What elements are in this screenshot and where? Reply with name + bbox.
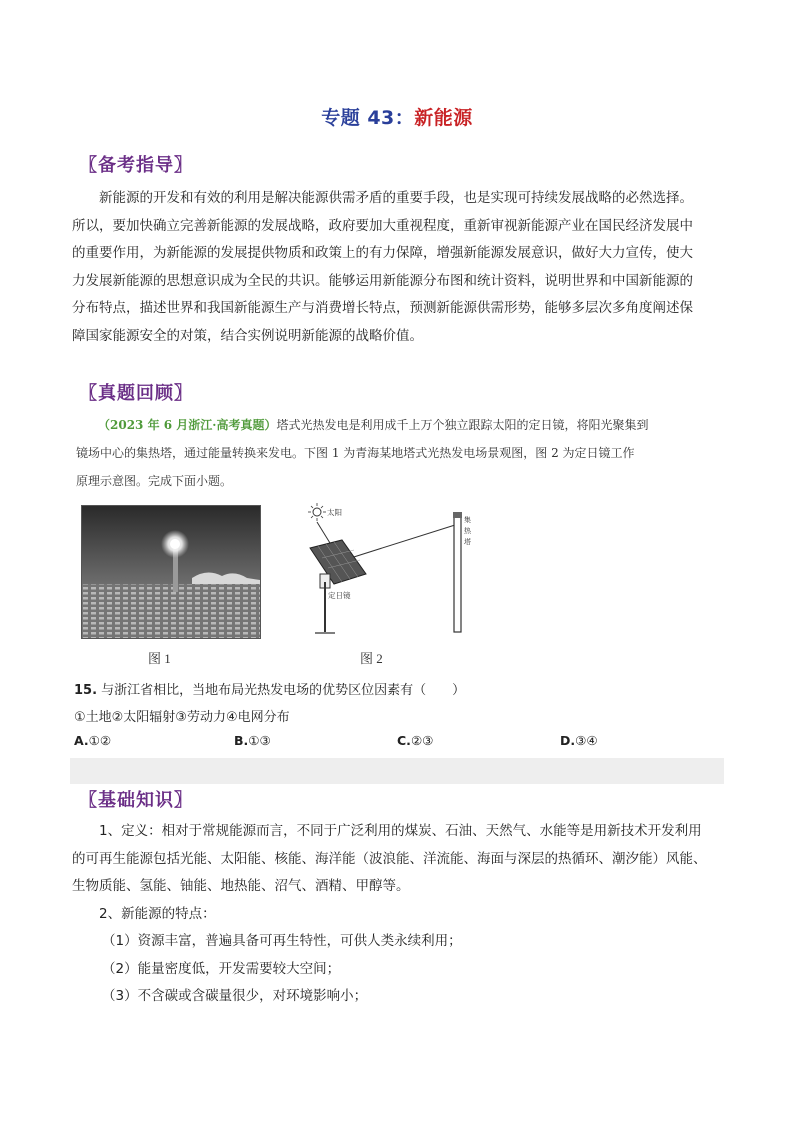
question-source: （2023 年 6 月浙江·高考真题）	[98, 418, 277, 432]
question-intro: （2023 年 6 月浙江·高考真题）塔式光热发电是利用成千上万个独立跟踪太阳的定日镜，将阳光聚集到 镜场中心的集热塔，通过能量转换来发电。下图 1 为青海某地塔式光热发电场景观图，图 2 为定日镜工作 原理示意图。完成下面小题。	[76, 418, 649, 488]
guide-line: 力发展新能源的思想意识成为全民的共识。能够运用新能源分布图和统计资料，说明世界和中国新能源的	[72, 272, 693, 289]
title-topic: 专题 43：	[321, 107, 415, 129]
option-d[interactable]: D.③④	[560, 733, 598, 748]
section-heading-basics: 〖基础知识〗	[79, 790, 193, 811]
svg-text:塔: 塔	[464, 538, 471, 546]
figure-1-label: 图 1	[148, 651, 171, 666]
figure-2-diagram	[300, 500, 490, 640]
svg-text:集: 集	[464, 516, 471, 524]
page-title	[0, 103, 794, 130]
basics-line: （1）资源丰富，普遍具备可再生特性，可供人类永续利用；	[102, 933, 462, 949]
basics-line: 1、定义：相对于常规能源而言，不同于广泛利用的煤炭、石油、天然气、水能等是用新技术开发利用	[99, 823, 702, 839]
basics-line: 2、新能源的特点：	[99, 905, 216, 922]
basics-paragraph	[72, 818, 732, 1011]
heliostat-diagram-image	[300, 500, 490, 640]
svg-text:太阳: 太阳	[327, 508, 342, 517]
question-factors: ①土地②太阳辐射③劳动力④电网分布	[74, 710, 290, 725]
answer-area-bar	[70, 758, 724, 784]
question-stem: 15. 与浙江省相比，当地布局光热发电场的优势区位因素有（ ）	[74, 683, 466, 698]
basics-line: 生物质能、氢能、铀能、地热能、沼气、酒精、甲醇等。	[72, 878, 410, 894]
basics-line: （2）能量密度低，开发需要较大空间；	[102, 960, 341, 977]
option-c[interactable]: C.②③	[397, 733, 434, 748]
title-subject: 新能源	[414, 107, 473, 129]
svg-text:热: 热	[464, 527, 471, 535]
option-b[interactable]: B.①③	[234, 733, 271, 748]
option-a[interactable]: A.①②	[74, 733, 112, 748]
guide-line: 分布特点，描述世界和我国新能源生产与消费增长特点，预测新能源供需形势，能够多层次多角度阐述保	[72, 300, 693, 316]
guide-line: 障国家能源安全的对策，结合实例说明新能源的战略价值。	[72, 327, 423, 344]
section-heading-past-exam: 〖真题回顾〗	[79, 383, 193, 404]
solar-tower-photo-image	[82, 506, 260, 638]
figure-2-label: 图 2	[360, 651, 383, 666]
guide-line: 新能源的开发和有效的利用是解决能源供需矛盾的重要手段，也是实现可持续发展战略的必然选择。	[99, 190, 693, 206]
svg-text:定日镜: 定日镜	[328, 591, 351, 600]
section-heading-guide: 〖备考指导〗	[79, 155, 193, 176]
guide-line: 的重要作用，为新能源的发展提供物质和政策上的有力保障，增强新能源发展意识，做好大力宣传，使大	[72, 245, 693, 261]
guide-line: 所以，要加快确立完善新能源的发展战略，政府要加大重视程度，重新审视新能源产业在国民经济发展中	[72, 217, 693, 234]
figure-1-photo	[81, 505, 261, 639]
basics-line: 的可再生能源包括光能、太阳能、核能、海洋能（波浪能、洋流能、海面与深层的热循环、潮汐能）风能、	[72, 850, 707, 867]
sun-icon	[313, 508, 321, 516]
guide-paragraph	[72, 185, 732, 350]
basics-line: （3）不含碳或含碳量很少，对环境影响小；	[102, 988, 368, 1004]
question-number: 15.	[74, 683, 98, 698]
